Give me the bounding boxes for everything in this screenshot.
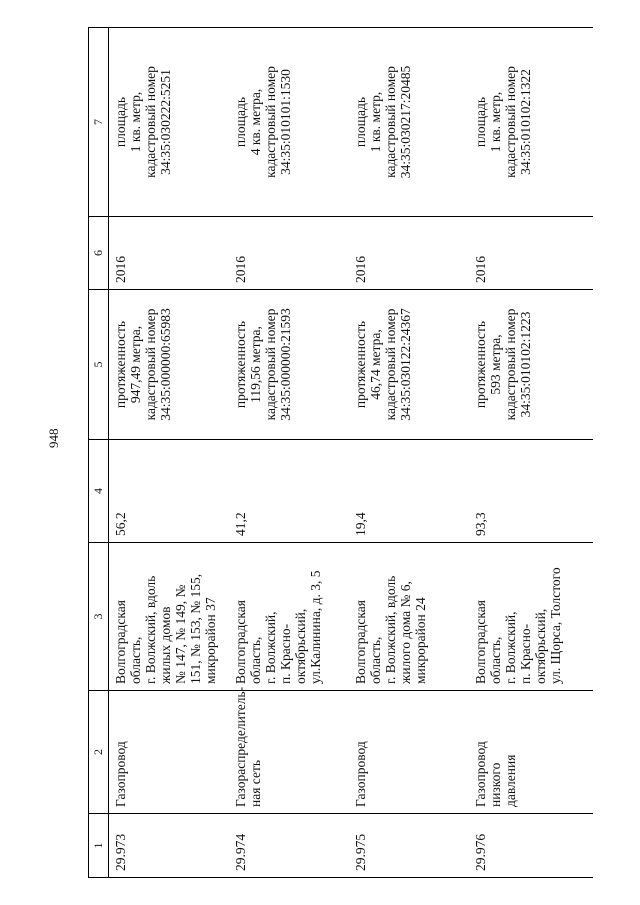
column-header: 5	[89, 290, 109, 440]
object-address: Волгоградская область, г. Волжский, п. Красно- октябрьский, ул.Калинина, д. 3, 5	[229, 543, 349, 691]
object-area: площадь 4 кв. метра, кадастровый номер 34:35:010101:1530	[229, 28, 349, 217]
object-year: 2016	[469, 217, 593, 290]
row-number: 29.974	[229, 814, 349, 878]
registry-table	[88, 27, 593, 878]
table-header-row	[89, 28, 109, 878]
row-number: 29.976	[469, 814, 593, 878]
object-year: 2016	[109, 217, 230, 290]
table-row	[349, 28, 469, 878]
page-number: 948	[46, 428, 61, 448]
object-value: 93,3	[469, 440, 593, 543]
column-header: 7	[89, 28, 109, 217]
column-header: 4	[89, 440, 109, 543]
object-name: Газопровод	[109, 691, 230, 814]
table-row	[469, 28, 593, 878]
object-length: протяженность 119,56 метра, кадастровый номер 34:35:000000:21593	[229, 290, 349, 440]
table-row	[229, 28, 349, 878]
column-header: 2	[89, 691, 109, 814]
object-length: протяженность 947,49 метра, кадастровый номер 34:35:000000:65983	[109, 290, 230, 440]
object-area: площадь 1 кв. метр, кадастровый номер 34:35:030217:20485	[349, 28, 469, 217]
object-name: Газопровод низкого давления	[469, 691, 593, 814]
object-name: Газопровод	[349, 691, 469, 814]
object-area: площадь 1 кв. метр, кадастровый номер 34:35:030222:5251	[109, 28, 230, 217]
object-address: Волгоградская область, г. Волжский, вдоль жилых домов № 147, № 149, № 151, № 153, № 155, микрорайон 37	[109, 543, 230, 691]
object-area: площадь 1 кв. метр, кадастровый номер 34:35:010102:1322	[469, 28, 593, 217]
object-year: 2016	[349, 217, 469, 290]
row-number: 29.975	[349, 814, 469, 878]
table-row	[109, 28, 230, 878]
object-year: 2016	[229, 217, 349, 290]
column-header: 1	[89, 814, 109, 878]
column-header: 6	[89, 217, 109, 290]
column-header: 3	[89, 543, 109, 691]
object-name: Газораспределитель- ная сеть	[229, 691, 349, 814]
object-address: Волгоградская область, г. Волжский, вдоль жилого дома № 6, микрорайон 24	[349, 543, 469, 691]
object-length: протяженность 46,74 метра, кадастровый номер 34:35:030122:24367	[349, 290, 469, 440]
registry-table-rotated	[88, 28, 608, 878]
object-value: 19,4	[349, 440, 469, 543]
row-number: 29.973	[109, 814, 230, 878]
object-length: протяженность 593 метра, кадастровый номер 34:35:010102:1223	[469, 290, 593, 440]
object-value: 56,2	[109, 440, 230, 543]
object-address: Волгоградская область, г. Волжский, п. Красно- октябрьский, ул. Щорса, Толстого	[469, 543, 593, 691]
object-value: 41,2	[229, 440, 349, 543]
